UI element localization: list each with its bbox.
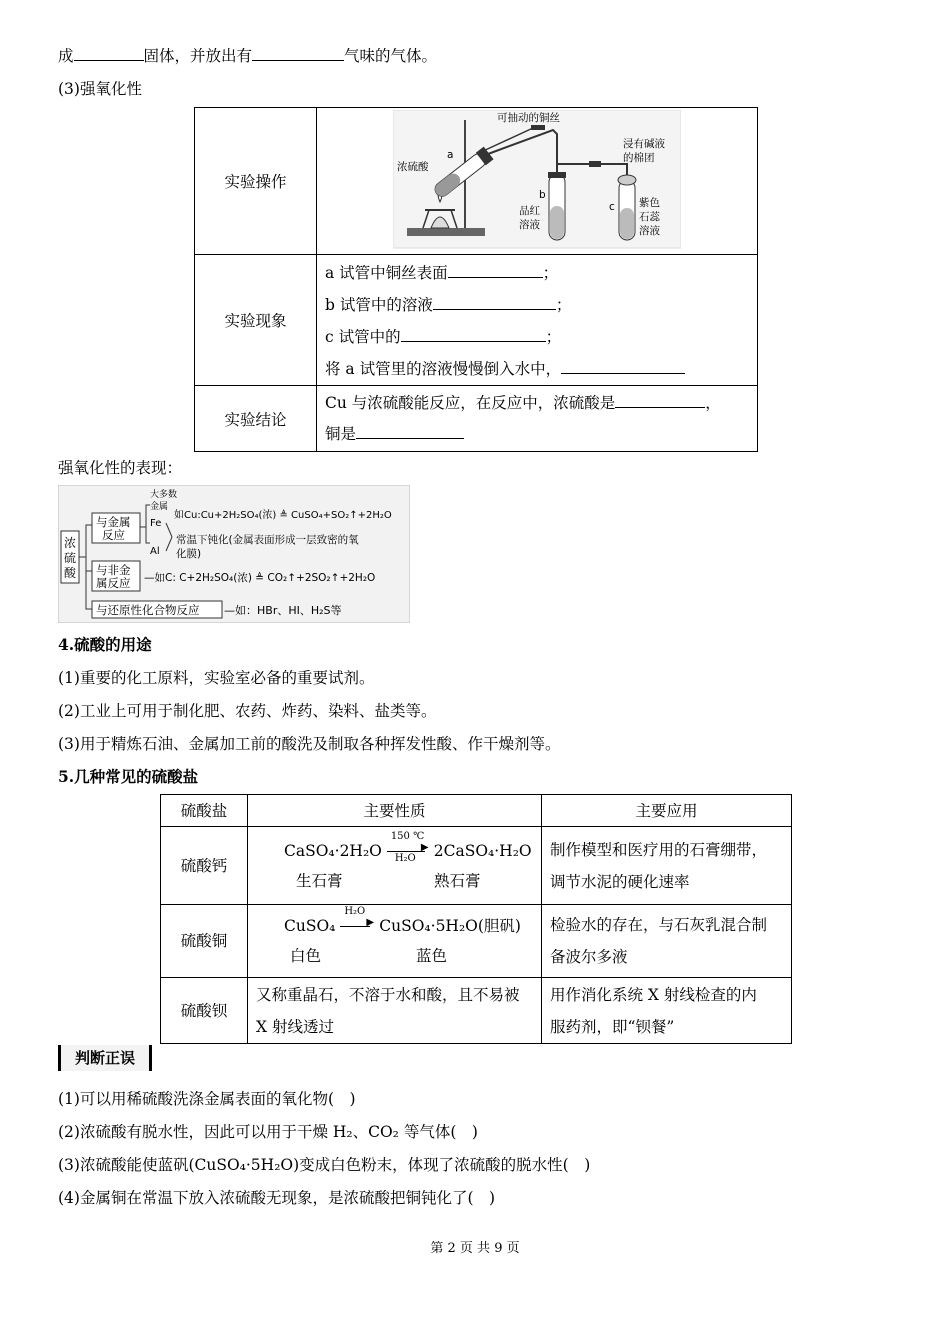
sulfate-table (160, 794, 792, 1044)
property-cell: CuSO₄ H₂O ▶ CuSO₄·5H₂O(胆矾) 白色 蓝色 (248, 905, 542, 978)
application-cell: 检验水的存在，与石灰乳混合制 备波尔多液 (542, 905, 792, 978)
svg-text:浓: 浓 (64, 536, 77, 550)
obs-line: c 试管中的 ； (325, 328, 562, 346)
judge-item: (3)浓硫酸能使蓝矾(CuSO₄·5H₂O)变成白色粉末，体现了浓硫酸的脱水性( ) (58, 1156, 591, 1174)
svg-text:与还原性化合物反应: 与还原性化合物反应 (96, 603, 200, 617)
concl-line: 铜是 (325, 419, 757, 450)
answer-blank[interactable] (401, 326, 546, 342)
table-header: 主要性质 (248, 795, 542, 827)
svg-text:与非金: 与非金 (96, 563, 131, 577)
table-header: 硫酸盐 (161, 795, 248, 827)
table-row (161, 827, 792, 905)
label-a: a (447, 149, 454, 161)
judge-item: (2)浓硫酸有脱水性，因此可以用于干燥 H₂、CO₂ 等气体( ) (58, 1123, 478, 1141)
svg-text:常温下钝化(金属表面形成一层致密的氧: 常温下钝化(金属表面形成一层致密的氧 (176, 534, 359, 546)
label-cotton1: 浸有碱液 (623, 138, 665, 150)
list-item: (2)工业上可用于制化肥、农药、炸药、染料、盐类等。 (58, 702, 437, 720)
judge-item: (1)可以用稀硫酸洗涤金属表面的氧化物( ) (58, 1090, 356, 1108)
svg-text:与金属: 与金属 (96, 515, 131, 529)
label-wire: 可抽动的铜丝 (497, 112, 560, 124)
svg-text:—如C: C+2H₂SO₄(浓) ≜ CO₂↑+2SO₂↑+: —如C: C+2H₂SO₄(浓) ≜ CO₂↑+2SO₂↑+2H₂O (144, 572, 376, 584)
intro-mid: 固体，并放出有 (143, 47, 253, 65)
svg-text:大多数: 大多数 (150, 490, 178, 500)
svg-text:金属: 金属 (150, 502, 169, 512)
experiment-table (194, 107, 758, 452)
application-cell: 用作消化系统 X 射线检查的内 服药剂，即“钡餐” (542, 978, 792, 1044)
svg-text:属反应: 属反应 (96, 576, 131, 590)
table-header: 主要应用 (542, 795, 792, 827)
svg-text:硫: 硫 (64, 551, 77, 565)
section-title: 4.硫酸的用途 (58, 635, 152, 654)
row-label: 实验结论 (195, 386, 317, 452)
label-acid: 浓硫酸 (397, 161, 429, 173)
svg-text:化膜): 化膜) (176, 548, 202, 560)
list-item: (1)重要的化工原料，实验室必备的重要试剂。 (58, 669, 375, 687)
label-c-sol3: 溶液 (639, 225, 660, 237)
section-title: (3)强氧化性 (58, 80, 142, 98)
answer-blank[interactable] (74, 45, 144, 61)
apparatus-cell (317, 108, 758, 255)
judge-item: (4)金属铜在常温下放入浓硫酸无现象，是浓硫酸把铜钝化了( ) (58, 1189, 496, 1207)
apparatus-diagram (393, 110, 681, 250)
observation-cell (317, 255, 758, 386)
application-cell: 制作模型和医疗用的石膏绷带， 调节水泥的硬化速率 (542, 827, 792, 905)
section-title: 5.几种常见的硫酸盐 (58, 767, 199, 786)
svg-text:反应: 反应 (102, 528, 125, 542)
table-row (161, 978, 792, 1044)
svg-text:Al: Al (150, 546, 160, 557)
intro-line (58, 44, 437, 66)
svg-text:Fe: Fe (150, 518, 162, 529)
label-c-sol1: 紫色 (639, 197, 660, 209)
intro-suffix: 气味的气体。 (344, 47, 438, 65)
label-b-sol2: 溶液 (519, 219, 540, 231)
property-cell: CaSO₄·2H₂O 150 ℃ ▶ H₂O 2CaSO₄·H₂O 生石膏 熟石膏 (248, 827, 542, 905)
svg-text:如Cu:Cu+2H₂SO₄(浓) ≜ CuSO₄+SO₂↑+: 如Cu:Cu+2H₂SO₄(浓) ≜ CuSO₄+SO₂↑+2H₂O (174, 510, 392, 521)
salt-name: 硫酸钙 (161, 827, 248, 905)
label-b: b (539, 189, 546, 201)
label-c-sol2: 石蕊 (639, 211, 660, 223)
conclusion-cell (317, 386, 758, 452)
label-cotton2: 的棉团 (623, 152, 655, 164)
svg-text:酸: 酸 (64, 566, 77, 580)
salt-name: 硫酸钡 (161, 978, 248, 1044)
label-b-sol1: 品红 (519, 205, 540, 217)
answer-blank[interactable] (615, 392, 705, 408)
table-row (161, 905, 792, 978)
salt-name: 硫酸铜 (161, 905, 248, 978)
judge-title: 判断正误 (74, 1049, 135, 1067)
obs-line: 将 a 试管里的溶液慢慢倒入水中， (325, 353, 757, 385)
property-cell: 又称重晶石，不溶于水和酸，且不易被 X 射线透过 (248, 978, 542, 1044)
judge-badge (58, 1045, 152, 1071)
concl-line: Cu 与浓硫酸能反应，在反应中，浓硫酸是 ， (325, 393, 721, 412)
answer-blank[interactable] (433, 294, 556, 310)
answer-blank[interactable] (356, 423, 464, 439)
oxidation-diagram (58, 485, 410, 623)
expression-title: 强氧化性的表现： (58, 459, 183, 477)
svg-text:—如：HBr、HI、H₂S等: —如：HBr、HI、H₂S等 (224, 604, 342, 617)
answer-blank[interactable] (561, 358, 685, 374)
obs-line: b 试管中的溶液 ； (325, 296, 572, 314)
obs-line: a 试管中铜丝表面 ； (325, 264, 559, 282)
page-footer: 第 2 页 共 9 页 (430, 1241, 520, 1256)
row-label: 实验现象 (195, 255, 317, 386)
answer-blank[interactable] (252, 45, 344, 61)
intro-prefix: 成 (58, 47, 74, 65)
row-label: 实验操作 (195, 108, 317, 255)
list-item: (3)用于精炼石油、金属加工前的酸洗及制取各种挥发性酸、作干燥剂等。 (58, 735, 561, 753)
label-c: c (609, 201, 615, 213)
answer-blank[interactable] (448, 262, 543, 278)
